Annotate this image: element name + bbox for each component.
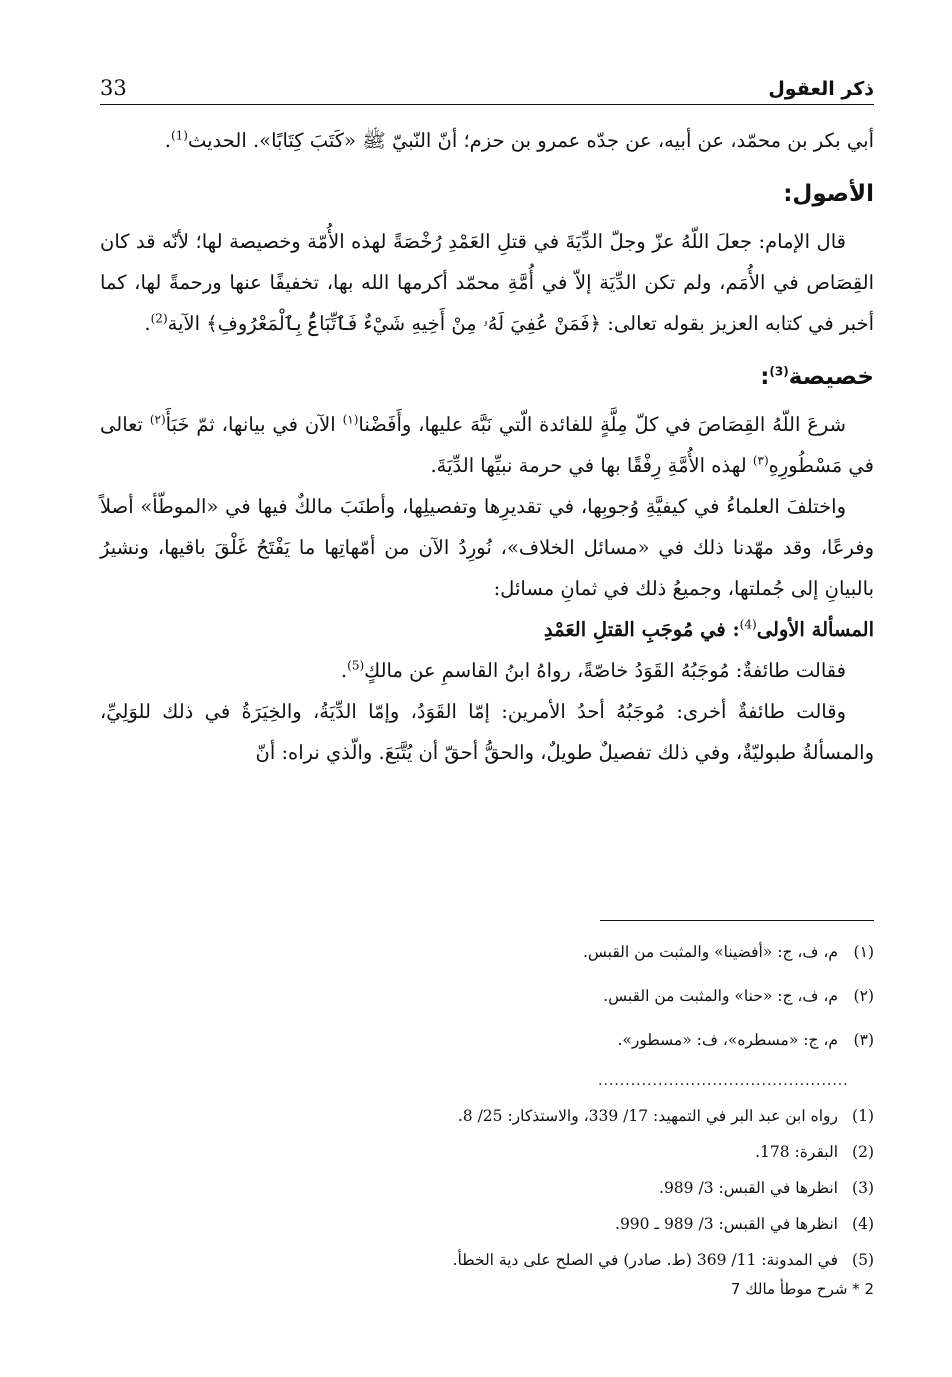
running-title: ذكر العقول: [768, 78, 874, 100]
footnote: (5) في المدونة: 11/ 369 (ط. صادر) في الصلح على دية الخطأ.: [452, 1251, 874, 1269]
page-number: 33: [100, 76, 127, 100]
footnote: (4) انظرها في القبس: 3/ 989 ـ 990.: [615, 1215, 874, 1233]
footnote-ref: (5): [347, 658, 365, 673]
paragraph-3: شرعَ اللّهُ القِصَاصَ في كلّ مِلَّةٍ للفائدة الّتي نَبَّهَ عليها، وأَفَضْنا$^{(١)}$ الآن في بيانها، ثمّ خَبَأَ$^{(٢)}$ تعالى في مَسْطُورِهِ$^{(٣)}$ لهذه الأُمَّةِ رِفْقًا بها في حرمة نبيِّها الدِّيَةَ.: [100, 412, 874, 477]
section-heading-khasisa: خصيصة$^{(3)}$:: [760, 364, 874, 390]
note-ref: (٢): [149, 412, 166, 427]
dotted-separator: ..............................................: [598, 1074, 849, 1088]
footnote: (1) رواه ابن عبد البر في التمهيد: 17/ 339، والاستذكار: 25/ 8.: [457, 1107, 874, 1125]
paragraph-1: أبي بكر بن محمّد، عن أبيه، عن جدّه عمرو بن حزم؛ أنّ النّبيّ ﷺ «كَتَبَ كِتَابًا». الحديث$^{(1)}$.: [164, 128, 874, 152]
footnote-ref: (4): [739, 617, 757, 632]
paragraph-2: قال الإمام: جعلَ اللّهُ عزّ وجلّ الدِّيَةَ في قتلِ العَمْدِ رُخْصَةً لهذه الأُمّة وخصيصة لها؛ لأنّه قد كان القِصَاص في الأُمَم، ولم تكن الدِّيَة إلاّ في أُمَّةِ محمّد أكرمها الله بها، تخفيفًا عنها ورحمةً لها، كما أخبر في كتابه العزيز بقوله تعالى: ﴿فَمَنْ عُفِيَ لَهُۥ مِنْ أَخِيهِ شَيْءٌ فَٱتِّبَاعٌۢ بِٱلْمَعْرُوفِ﴾ الآية$^{(2)}$.: [100, 230, 874, 335]
footnote: (2) البقرة: 178.: [755, 1143, 874, 1161]
manuscript-notes: [100, 930, 874, 1062]
footnote-separator: [600, 920, 874, 921]
note-ref: (٣): [752, 453, 769, 468]
signature-mark: 2 * شرح موطأ مالك 7: [730, 1280, 874, 1298]
masala-heading: المسألة الأولى$^{(4)}$: في مُوجَبِ القتلِ العَمْدِ: [543, 617, 874, 641]
section-heading-usul: الأصول:: [783, 181, 874, 207]
main-text: [100, 120, 874, 773]
note-ref: (١): [342, 412, 359, 427]
footnote-ref: (2): [150, 311, 168, 326]
footnote-ref: (3): [769, 364, 789, 379]
paragraph-4: واختلفَ العلماءُ في كيفيَّةِ وُجوبِها، في تقديرِها وتفصيلِها، وأطنَبَ مالكٌ فيها في «الموطّأ» أصلاً وفرعًا، وقد مهّدنا ذلك في «مسائل الخلاف»، نُورِدُ الآن من أمّهاتِها ما يَفْتَحُ غَلْقَ باقيها، ونشيرُ بالبيانِ إلى جُملتها، وجميعُ ذلك في ثمانِ مسائل:: [100, 495, 874, 600]
footnote: (3) انظرها في القبس: 3/ 989.: [659, 1179, 874, 1197]
footnotes: [100, 1098, 874, 1278]
footnote-ref: (1): [170, 128, 188, 143]
manuscript-note: (١) م، ف، ج: «أفضينا» والمثبت من القبس.: [582, 943, 874, 961]
manuscript-note: (٢) م، ف، ج: «حنا» والمثبت من القبس.: [603, 987, 874, 1005]
page-header: [100, 68, 874, 105]
paragraph-5: فقالت طائفةٌ: مُوجَبُهُ القَوَدُ خاصّةً، رواهُ ابنُ القاسمِ عن مالكٍ$^{(5)}$.: [340, 658, 846, 682]
paragraph-6: وقالت طائفةٌ أخرى: مُوجَبُهُ أحدُ الأمرين: إمّا القَوَدُ، وإمّا الدِّيَةُ، والخِيَرَةُ في ذلك للوَلِيِّ، والمسألةُ طبوليّةٌ، وفي ذلك تفصيلٌ طويلٌ، والحقُّ أحقّ أن يُتَّبَعَ. والّذي نراه: أنّ: [100, 700, 874, 764]
manuscript-note: (٣) م، ج: «مسطره»، ف: «مسطور».: [617, 1031, 874, 1049]
